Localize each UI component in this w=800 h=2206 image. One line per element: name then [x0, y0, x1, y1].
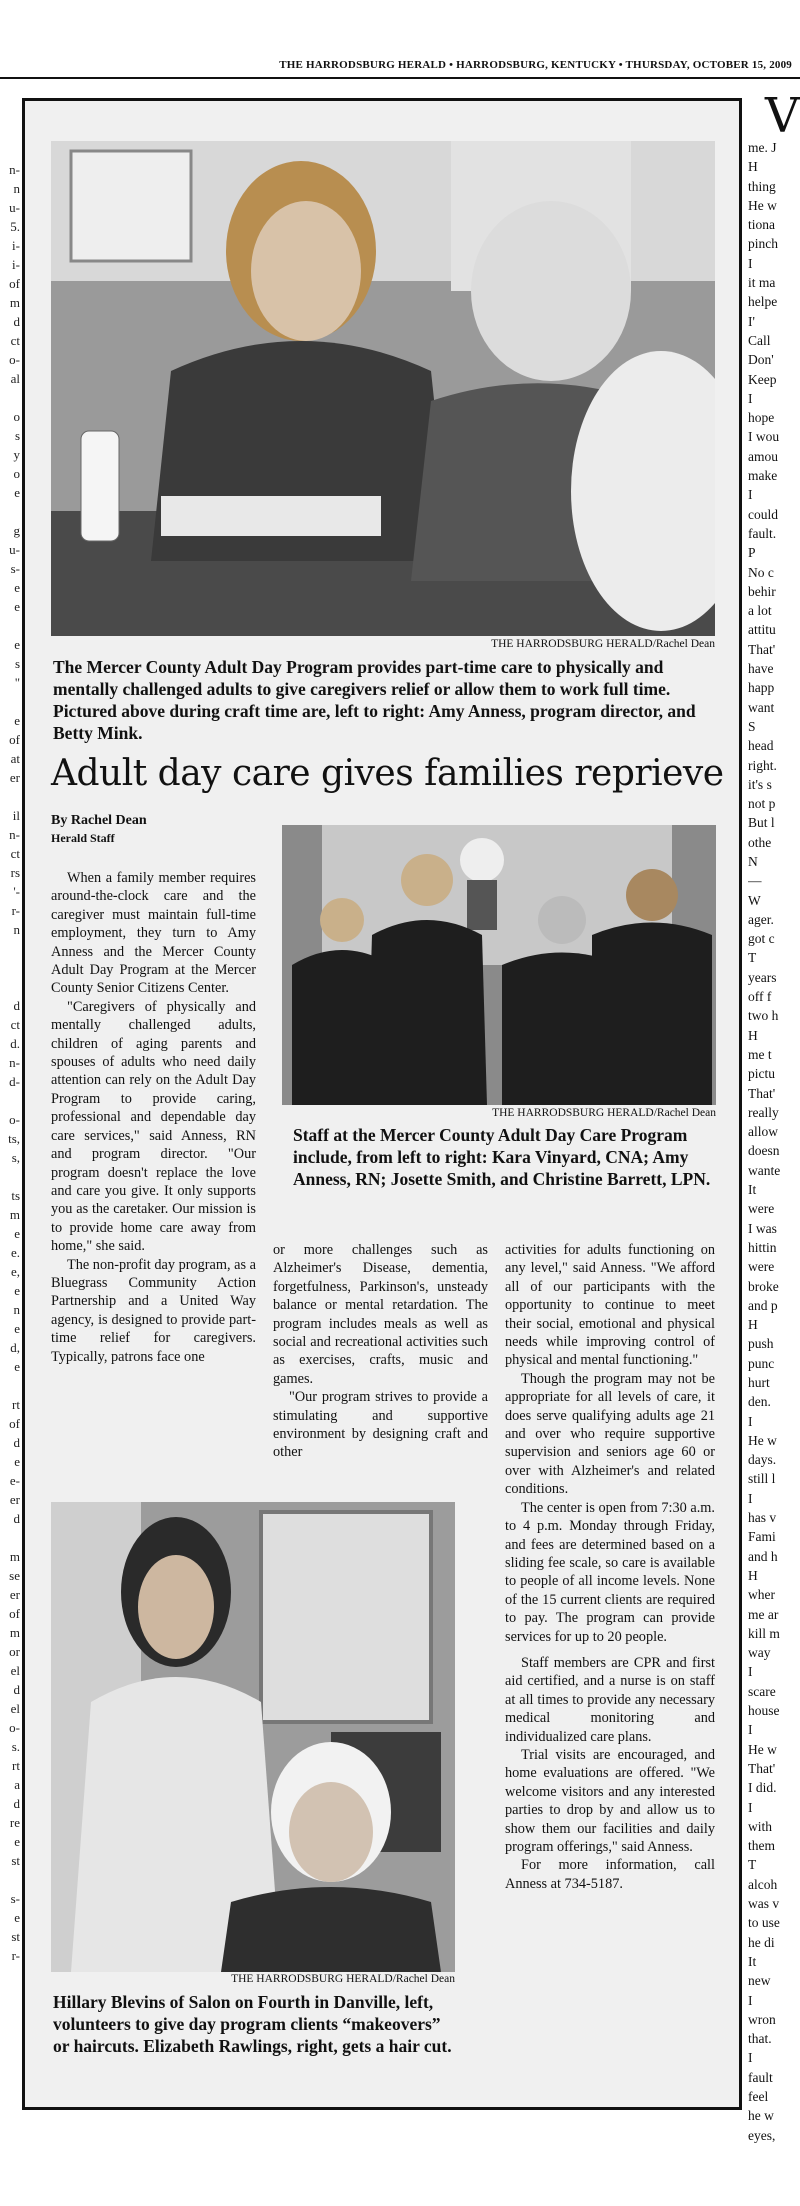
right-column-fragment-line: I	[748, 1664, 753, 1680]
left-column-fragment-line: n-	[9, 162, 20, 177]
left-column-fragment-line: u-	[9, 200, 20, 215]
salon-photo-caption: Hillary Blevins of Salon on Fourth in Danville, left, volunteers to give day program clients “makeovers” or haircuts. Elizabeth Rawlings, right, gets a hair cut.	[53, 1992, 452, 2056]
right-column-fragment-line: That'	[748, 641, 776, 657]
left-column-fragment-line: rs	[10, 865, 20, 880]
right-column-fragment-line: H	[748, 159, 758, 175]
right-column-fragment-line: me t	[748, 1046, 772, 1062]
left-column-fragment-line: er	[9, 1587, 20, 1602]
right-column-fragment-line: wante	[748, 1162, 781, 1178]
right-column-fragment-line: H	[748, 1317, 758, 1333]
right-column-fragment-line: he w	[748, 2108, 774, 2124]
left-column-fragment-line: ts	[11, 1188, 20, 1203]
craft-photo-credit: THE HARRODSBURG HERALD/Rachel Dean	[491, 638, 715, 650]
column-2-paragraph: or more challenges such as Alzheimer's Disease, dementia, forgetfulness, Parkinson's, unsteady balance or mental retardation. The program includes meals as well as social and recreational activities such as exercises, crafts, music and games.	[273, 1242, 488, 1387]
right-column-fragment-line: new	[748, 1973, 771, 1989]
column-3-paragraph: Though the program may not be appropriate for all levels of care, it does serve qualifying adults age 21 and over who require supportive supervision and seniors age 60 or over with Alzheimer's and related conditions.	[505, 1370, 715, 1498]
right-column-fragment-line: H	[748, 1027, 758, 1043]
right-column-fragment-line: I	[748, 487, 753, 503]
left-column-fragment-line	[0, 958, 20, 977]
left-column-fragment-line: n-	[9, 827, 20, 842]
left-column-fragment-line: e	[14, 637, 20, 652]
right-column-fragment-line: I'	[748, 313, 755, 329]
right-column-fragment-line: not p	[748, 796, 776, 812]
left-column-fragment-line: y	[13, 447, 20, 462]
left-column-fragment-line: or	[9, 1644, 20, 1659]
right-column-fragment-line: hittin	[748, 1239, 777, 1255]
left-column-fragment-line: e,	[10, 1264, 20, 1279]
left-column-fragment-line	[0, 692, 20, 711]
left-column-fragment-line: 5.	[10, 219, 20, 234]
right-column-fragment-line: den.	[748, 1394, 771, 1410]
right-column-fragment-line: head	[748, 738, 774, 754]
right-column-fragment-line: I was	[748, 1220, 777, 1236]
left-column-fragment-line: at	[10, 751, 20, 766]
salon-photo-credit: THE HARRODSBURG HERALD/Rachel Dean	[231, 1973, 455, 1985]
headline: Adult day care gives families reprieve	[51, 753, 724, 794]
left-column-fragment-line: i-	[12, 257, 20, 272]
right-column-fragment-line: I	[748, 255, 753, 271]
right-column-fragment-line: alcoh	[748, 1876, 778, 1892]
right-column-fragment-line: allow	[748, 1124, 778, 1140]
left-column-fragment-line: ts,	[8, 1131, 20, 1146]
right-column-fragment-line: to use	[748, 1915, 780, 1931]
right-column-fragment-line: two h	[748, 1008, 779, 1024]
left-column-fragment-line: e	[14, 1910, 20, 1925]
left-column-fragment-line: e	[14, 485, 20, 500]
right-column-fragment-line: P	[748, 545, 756, 561]
left-column-fragment-line: s.	[11, 1739, 20, 1754]
left-column-fragment-line: a	[14, 1777, 20, 1792]
left-column-fragment-line: re	[9, 1815, 20, 1830]
right-column-fragment-line: has v	[748, 1510, 777, 1526]
left-column-fragment-line: m	[9, 1207, 20, 1222]
right-column-fragment-line: scare	[748, 1683, 776, 1699]
right-column-fragment-line: I	[748, 390, 753, 406]
left-column-fragment-line: o	[13, 409, 20, 424]
left-column-fragment-line: n-	[9, 1055, 20, 1070]
left-column-fragment-line: s-	[10, 1891, 20, 1906]
left-column-fragment-line: n	[13, 1302, 20, 1317]
column-3-paragraph: Staff members are CPR and first aid certified, and a nurse is on staff at all times to provide any necessary medical monitoring and individualized care plans.	[505, 1654, 715, 1745]
right-column-fragment-line: still l	[748, 1471, 776, 1487]
right-column-fragment-line: hurt	[748, 1375, 770, 1390]
left-column-fragment-line: n	[13, 181, 20, 196]
left-column-fragment-line: r-	[11, 903, 20, 918]
column-1-paragraph: "Caregivers of physically and mentally challenged adults, children of aging parents and spouses of adults who need daily attention can rely on the Adult Day Program to provide caring, professional and dependable day care services," said Anness, RN and program director. "Our program doesn't replace the love and care you give. It only supports you as the caretaker. Our mission is to provide home care away from home," she said.	[51, 998, 256, 1255]
right-column-fragment-line: could	[748, 506, 778, 522]
staff-photo-caption: Staff at the Mercer County Adult Day Care Program include, from left to right: Kara Vinyard, CNA; Amy Anness, RN; Josette Smith, and Christine Barrett, LPN.	[293, 1125, 711, 1189]
right-column-fragment-line: me. J	[748, 140, 777, 155]
left-column-fragment-line: s	[14, 656, 20, 671]
left-column-fragment-line: m	[9, 295, 20, 310]
left-column-fragment-line: st	[11, 1929, 20, 1944]
left-column-fragment-line: e	[14, 1834, 20, 1849]
left-column-fragment-line: el	[10, 1701, 20, 1716]
left-column-fragment-line	[0, 616, 20, 635]
right-column-fragment-line: I	[748, 1413, 753, 1429]
right-column-fragment-line: behir	[748, 583, 776, 599]
left-column-fragment-line	[0, 787, 20, 806]
right-column-fragment-line: really	[748, 1104, 779, 1120]
right-column-fragment-line: I	[748, 1799, 753, 1815]
right-column-fragment-line: broke	[748, 1278, 779, 1294]
right-column-fragment-line: I wou	[748, 429, 780, 445]
left-column-fragment-line	[0, 1167, 20, 1186]
left-column-fragments	[0, 160, 20, 2200]
craft-photo-caption: The Mercer County Adult Day Program provides part-time care to physically and mentally challenged adults to give caregivers relief or allow them to work full time. Pictured above during craft time are, left to right: Amy Anness, program director, and Betty Mink.	[53, 657, 696, 743]
left-column-fragment-line: d	[13, 998, 20, 1013]
left-column-fragment-line: s	[14, 428, 20, 443]
left-column-fragment-line: al	[10, 371, 20, 386]
right-column-fragment-line: happ	[748, 680, 775, 696]
right-column-fragment-line: wron	[748, 2011, 776, 2027]
left-column-fragment-line	[0, 502, 20, 521]
left-column-fragment-line: r-	[11, 1948, 20, 1963]
left-column-fragment-line: i-	[12, 238, 20, 253]
left-column-fragment-line: er	[9, 770, 20, 785]
masthead	[0, 55, 800, 79]
right-column-fragment-line: years	[748, 969, 777, 985]
right-column-fragment-line: he di	[748, 1934, 775, 1950]
right-column-fragment-line: But l	[748, 815, 775, 831]
left-column-fragment-line: rt	[12, 1758, 20, 1773]
left-column-fragment-line	[0, 977, 20, 996]
right-column-fragment-line: T	[748, 1857, 757, 1873]
column-3-paragraph: For more information, call Anness at 734-5187.	[505, 1857, 715, 1892]
right-column-fragment-line: —	[748, 873, 762, 889]
left-column-fragment-line: e	[14, 1226, 20, 1241]
right-column-fragment-line: W	[748, 892, 761, 908]
masthead-text: THE HARRODSBURG HERALD • HARRODSBURG, KENTUCKY • THURSDAY, OCTOBER 15, 2009	[279, 59, 792, 71]
right-column-fragment-line: Fami	[748, 1529, 776, 1545]
left-column-fragment-line	[0, 1091, 20, 1110]
staff-photo	[282, 825, 716, 1105]
left-column-fragment-line: s,	[11, 1150, 20, 1165]
right-column-fragment-line: feel	[748, 2088, 769, 2104]
left-column-fragment-line: ct	[10, 1017, 20, 1032]
left-column-fragment-line: e	[14, 1283, 20, 1298]
article-column-1	[51, 869, 256, 1366]
left-column-fragment-line: d,	[10, 1340, 20, 1355]
right-column-fragment-line: I did.	[748, 1780, 777, 1796]
left-column-fragment-line: "	[14, 675, 20, 690]
left-column-fragment-line: el	[10, 1663, 20, 1678]
left-column-fragment-line: d	[13, 1796, 20, 1811]
left-column-fragment-line: e.	[10, 1245, 20, 1260]
column-3-paragraph: activities for adults functioning on any level," said Anness. "We afford all of our participants with the opportunity to continue to meet their social, emotional and physical needs while improving control of physical and mental functioning."	[505, 1242, 715, 1369]
left-column-fragment-line: rt	[12, 1397, 20, 1412]
right-column-fragment-line: I	[748, 2050, 753, 2066]
right-column-fragment-line: fault	[748, 2069, 773, 2085]
right-column-fragment-line: S	[748, 718, 756, 734]
left-column-fragment-line: u-	[9, 542, 20, 557]
right-column-fragment-line: That'	[748, 1760, 776, 1776]
right-column-fragment-line: and p	[748, 1297, 778, 1313]
column-3-paragraph: The center is open from 7:30 a.m. to 4 p.m. Monday through Friday, and fees are determined based on a sliding fee scale, so care is available to people of all income levels. None of the 15 current clients are required to pay. The program can provide services for up to 20 people.	[505, 1499, 715, 1645]
right-column-fragment-line: tiona	[748, 217, 775, 233]
left-column-fragment-line: g	[13, 523, 20, 538]
left-column-fragment-line	[0, 1528, 20, 1547]
left-column-fragment-line	[0, 1376, 20, 1395]
right-column-fragment-line: me ar	[748, 1606, 779, 1622]
right-column-fragment-line: Call	[748, 332, 771, 348]
right-column-fragments	[748, 138, 800, 2198]
left-column-fragment-line	[0, 939, 20, 958]
right-column-fragment-line: were	[748, 1201, 775, 1217]
right-column-fragment-line: It	[748, 1953, 757, 1969]
left-column-fragment-line: e	[14, 1321, 20, 1336]
left-column-fragment-line: e	[14, 599, 20, 614]
left-column-fragment-line: d	[13, 1435, 20, 1450]
left-column-fragment-line: e	[14, 1359, 20, 1374]
left-column-fragment-line: ct	[10, 333, 20, 348]
right-column-fragment-line: want	[748, 699, 775, 715]
right-column-fragment-line: eyes,	[748, 2127, 776, 2143]
left-column-fragment-line: il	[12, 808, 20, 823]
right-column-fragment-line: No c	[748, 564, 774, 580]
right-column-fragment-line: I	[748, 1490, 753, 1506]
left-column-fragment-line: d	[13, 1511, 20, 1526]
left-column-fragment-line: o-	[9, 352, 20, 367]
right-column-fragment-line: He w	[748, 1432, 777, 1448]
left-column-fragment-line: of	[9, 732, 20, 747]
right-column-fragment-line: thing	[748, 178, 776, 194]
right-column-fragment-line: house	[748, 1703, 780, 1719]
left-column-fragment-line	[0, 1870, 20, 1889]
left-column-fragment-line: m	[9, 1625, 20, 1640]
right-column-fragment-line: with	[748, 1818, 773, 1834]
left-column-fragment-line: '-	[13, 884, 20, 899]
left-column-fragment-line: d	[13, 314, 20, 329]
right-column-fragment-line: have	[748, 661, 774, 677]
right-column-fragment-line: H	[748, 1567, 758, 1583]
right-column-fragment-line: He w	[748, 1741, 777, 1757]
left-column-fragment-line: o-	[9, 1720, 20, 1735]
right-column-fragment-line: Don'	[748, 352, 774, 368]
left-column-fragment-line: st	[11, 1853, 20, 1868]
left-column-fragment-line: d	[13, 1682, 20, 1697]
right-column-fragment-line: was v	[748, 1896, 780, 1912]
article-column-2	[273, 1241, 488, 1462]
right-column-fragment-line: that.	[748, 2031, 772, 2047]
right-column-fragment-line: helpe	[748, 294, 778, 310]
column-1-paragraph: The non-profit day program, as a Bluegrass Community Action Partnership and a United Way agency, is designed to provide part-time relief for caregivers. Typically, patrons face one	[51, 1256, 256, 1365]
left-column-fragment-line: n	[13, 922, 20, 937]
column-3-paragraph: Trial visits are encouraged, and home evaluations are offered. "We welcome visitors and any interested parties to drop by and allow us to show them our facilities and daily program offerings," said Anness.	[505, 1746, 715, 1855]
right-column-fragment-line: attitu	[748, 622, 776, 638]
right-column-fragment-line: off f	[748, 989, 772, 1005]
right-column-fragment-line: make	[748, 468, 778, 484]
column-1-paragraph: When a family member requires around-the-clock care and the caregiver must maintain full-time employment, they turn to Amy Anness and the Mercer County Adult Day Program at the Mercer County Senior Citizens Center.	[51, 870, 256, 997]
right-column-fragment-line: That'	[748, 1085, 776, 1101]
left-column-fragment-line: o-	[9, 1112, 20, 1127]
left-column-fragment-line: d-	[9, 1074, 20, 1089]
salon-photo	[51, 1502, 455, 1972]
left-column-fragment-line: e-	[9, 1473, 20, 1488]
right-column-fragment-line: I	[748, 1992, 753, 2008]
left-column-fragment-line: ct	[10, 846, 20, 861]
left-column-fragment-line	[0, 388, 20, 407]
left-column-fragment-line: e	[14, 713, 20, 728]
right-column-fragment-line: Keep	[748, 371, 777, 387]
left-column-fragment-line: of	[9, 1416, 20, 1431]
right-column-fragment-line: hope	[748, 410, 775, 426]
right-column-fragment-line: He w	[748, 197, 777, 213]
article-column-3	[505, 1241, 715, 1893]
right-column-fragment-line: wher	[748, 1587, 775, 1603]
left-column-fragment-line: e	[14, 1454, 20, 1469]
right-column-fragment-line: it ma	[748, 275, 776, 291]
right-column-fragment-line: right.	[748, 757, 777, 773]
right-column-fragment-line: pictu	[748, 1066, 775, 1082]
right-column-fragment-line: kill m	[748, 1625, 780, 1641]
right-column-fragment-line: days.	[748, 1452, 777, 1468]
left-column-fragment-line: s-	[10, 561, 20, 576]
right-column-fragment-line: T	[748, 950, 757, 966]
right-column-fragment-line: push	[748, 1336, 774, 1352]
byline: By Rachel Dean	[51, 813, 147, 828]
byline-title: Herald Staff	[51, 831, 115, 845]
right-column-fragment-line: doesn	[748, 1143, 780, 1159]
column-2-paragraph: "Our program strives to provide a stimulating and supportive environment by designing craft and other	[273, 1389, 488, 1461]
left-column-fragment-line: se	[9, 1568, 20, 1583]
left-column-fragment-line: e	[14, 580, 20, 595]
story-box	[22, 98, 742, 2110]
right-column-fragment-line: ager.	[748, 911, 774, 927]
right-column-fragment-line: it's s	[748, 776, 772, 792]
right-column-fragment-line: othe	[748, 834, 772, 850]
right-column-fragment-line: fault.	[748, 525, 777, 541]
left-column-fragment-line: m	[9, 1549, 20, 1564]
staff-photo-credit: THE HARRODSBURG HERALD/Rachel Dean	[492, 1107, 716, 1119]
right-column-fragment-line: pinch	[748, 236, 778, 252]
right-column-drop-letter: V	[765, 88, 800, 144]
right-column-fragment-line: were	[748, 1259, 775, 1275]
right-column-fragment-line: N	[748, 853, 758, 869]
left-column-fragment-line: d.	[10, 1036, 20, 1051]
right-column-fragment-line: amou	[748, 448, 778, 464]
right-column-fragment-line: and h	[748, 1548, 778, 1564]
right-column-fragment-line: got c	[748, 931, 775, 947]
left-column-fragment-line: of	[9, 1606, 20, 1621]
right-column-fragment-line: them	[748, 1838, 775, 1854]
craft-time-photo	[51, 141, 715, 636]
right-column-fragment-line: I	[748, 1722, 753, 1738]
right-column-fragment-line: It	[748, 1182, 757, 1198]
right-column-fragment-line: a lot	[748, 603, 772, 619]
left-column-fragment-line: o	[13, 466, 20, 481]
left-column-fragment-line: er	[9, 1492, 20, 1507]
right-column-fragment-line: way	[748, 1645, 771, 1661]
left-column-fragment-line: of	[9, 276, 20, 291]
right-column-fragment-line: punc	[748, 1355, 775, 1371]
